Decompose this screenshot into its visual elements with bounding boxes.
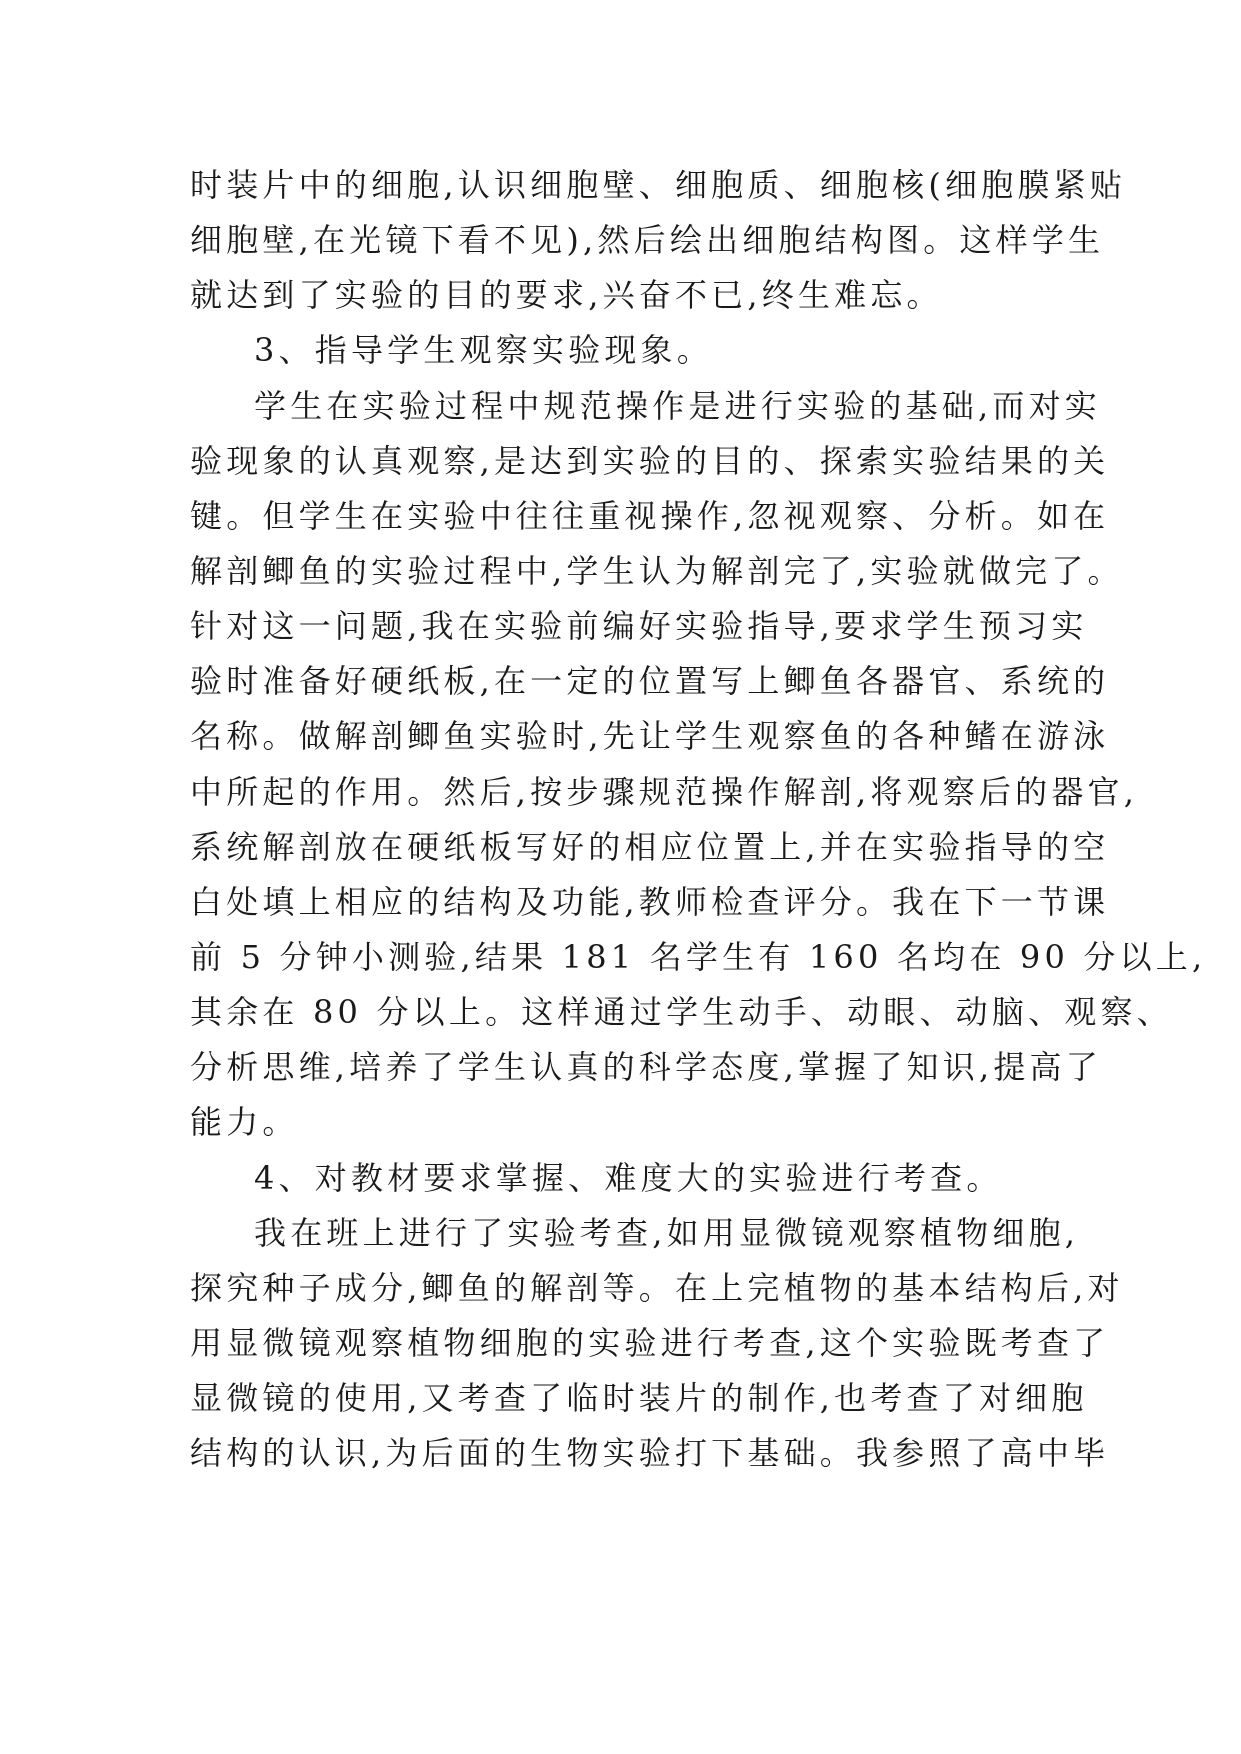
text-line: 验现象的认真观察,是达到实验的目的、探索实验结果的关 (190, 441, 1110, 480)
text-line: 名称。做解剖鲫鱼实验时,先让学生观察鱼的各种鳍在游泳 (190, 717, 1110, 756)
text-line: 键。但学生在实验中往往重视操作,忽视观察、分析。如在 (190, 496, 1110, 535)
text-line: 分析思维,培养了学生认真的科学态度,掌握了知识,提高了 (190, 1048, 1102, 1087)
text-line: 细胞壁,在光镜下看不见),然后绘出细胞结构图。这样学生 (190, 221, 1105, 260)
text-line: 用显微镜观察植物细胞的实验进行考查,这个实验既考查了 (190, 1323, 1110, 1362)
text-line: 就达到了实验的目的要求,兴奋不已,终生难忘。 (190, 276, 943, 315)
text-line: 系统解剖放在硬纸板写好的相应位置上,并在实验指导的空 (190, 827, 1110, 866)
text-line: 探究种子成分,鲫鱼的解剖等。在上完植物的基本结构后,对 (190, 1268, 1124, 1307)
text-line: 我在班上进行了实验考查,如用显微镜观察植物细胞, (254, 1213, 1080, 1252)
text-line: 时装片中的细胞,认识细胞壁、细胞质、细胞核(细胞膜紧贴 (190, 166, 1127, 204)
text-line: 白处填上相应的结构及功能,教师检查评分。我在下一节课 (190, 882, 1110, 921)
text-line: 解剖鲫鱼的实验过程中,学生认为解剖完了,实验就做完了。 (190, 551, 1124, 590)
text-line: 验时准备好硬纸板,在一定的位置写上鲫鱼各器官、系统的 (190, 662, 1110, 701)
section-heading: 4、对教材要求掌握、难度大的实验进行考查。 (254, 1158, 1003, 1197)
body-text (190, 158, 1207, 1481)
section-heading: 3、指导学生观察实验现象。 (254, 331, 713, 370)
text-line: 针对这一问题,我在实验前编好实验指导,要求学生预习实 (190, 607, 1088, 646)
text-line: 能力。 (190, 1103, 299, 1142)
text-line: 中所起的作用。然后,按步骤规范操作解剖,将观察后的器官, (190, 772, 1139, 811)
text-line: 前 5 分钟小测验,结果 181 名学生有 160 名均在 90 分以上, (190, 937, 1207, 976)
text-line: 学生在实验过程中规范操作是进行实验的基础,而对实 (254, 386, 1101, 425)
text-line: 结构的认识,为后面的生物实验打下基础。我参照了高中毕 (190, 1434, 1110, 1473)
text-line: 显微镜的使用,又考查了临时装片的制作,也考查了对细胞 (190, 1379, 1088, 1418)
text-line: 其余在 80 分以上。这样通过学生动手、动眼、动脑、观察、 (190, 993, 1173, 1032)
